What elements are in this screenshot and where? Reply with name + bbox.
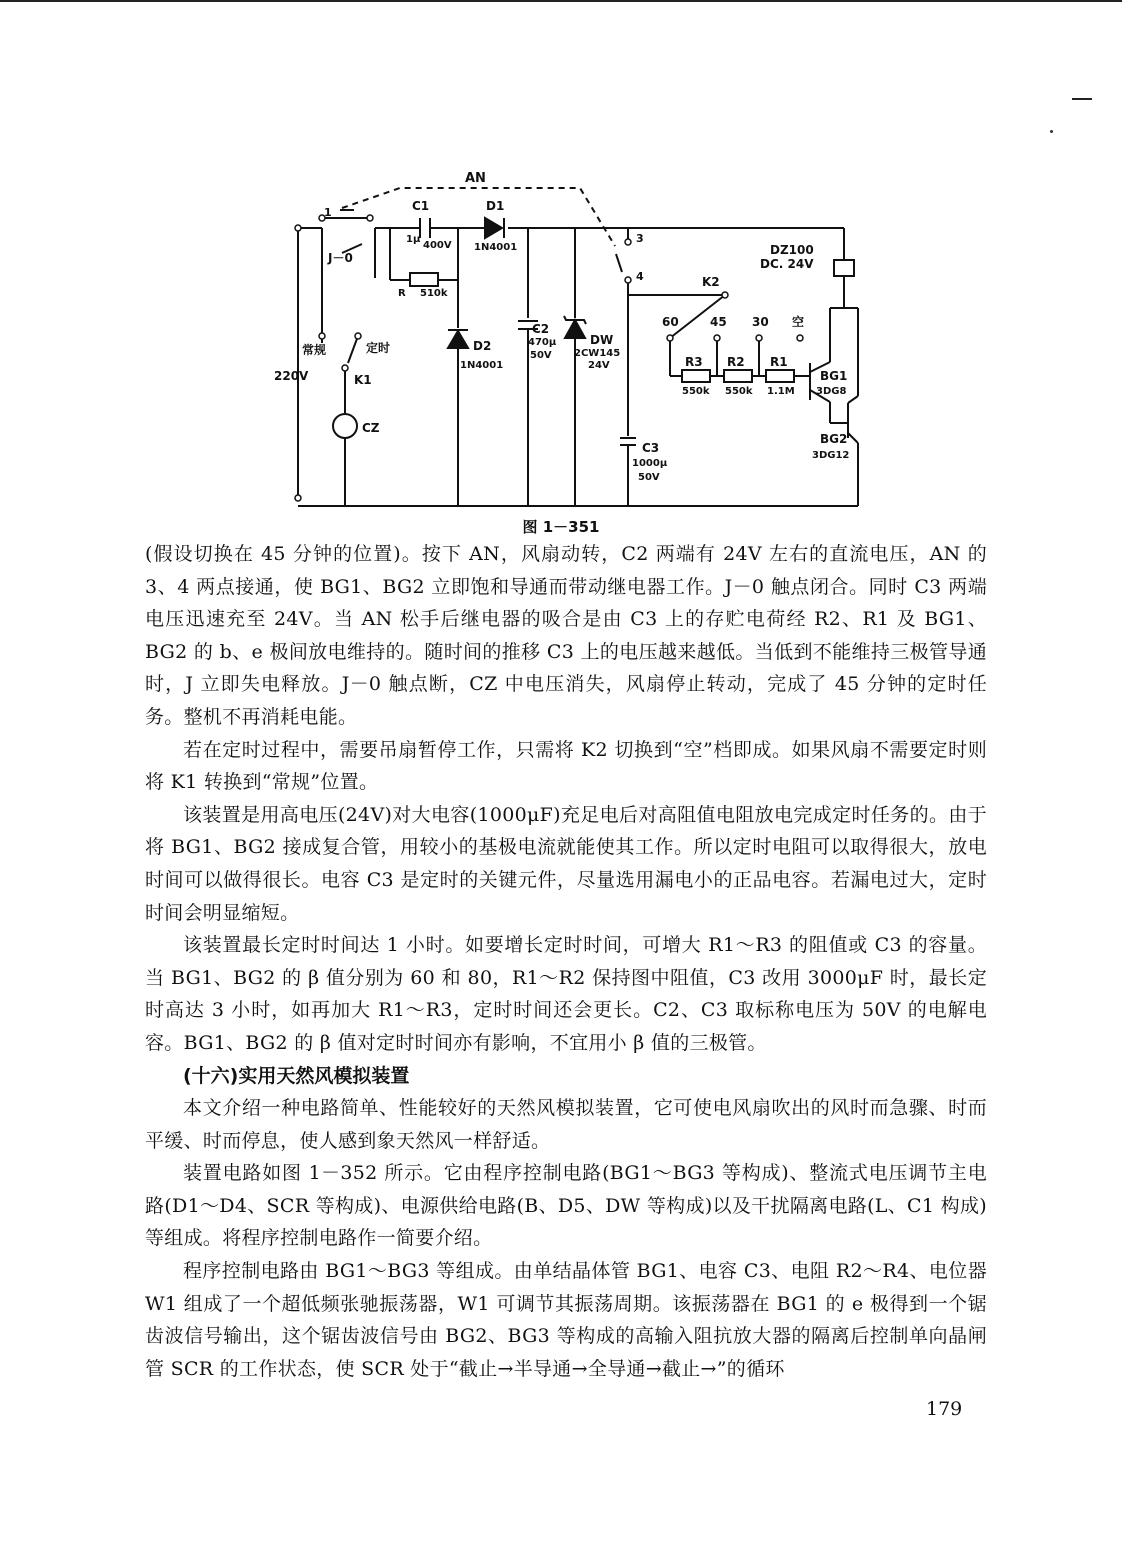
label-c3: C3 bbox=[642, 441, 660, 455]
label-bg1: BG1 bbox=[820, 369, 848, 383]
label-c2-val: 470μ bbox=[528, 337, 557, 348]
label-c3-val: 1000μ bbox=[632, 458, 668, 469]
label-timing: 定时 bbox=[366, 341, 391, 355]
section-heading: (十六)实用天然风模拟装置 bbox=[183, 1064, 410, 1087]
label-dw-type: 2CW145 bbox=[574, 348, 621, 359]
margin-dot bbox=[1050, 130, 1053, 133]
paragraph-3: 该装置是用高电压(24V)对大电容(1000μF)充足电后对高阻值电阻放电完成定时任务的。由于将 BG1、BG2 接成复合管，用较小的基极电流就能使其工作。所以定时电阻可以取得很大，放电时间可以做得很长。电容 C3 是定时的关键元件，尽量选用漏电小的正品电容。若漏电过大，定时时间会明显缩短。 bbox=[145, 803, 987, 924]
label-220v: 220V bbox=[274, 369, 309, 383]
paragraph-5: 本文介绍一种电路简单、性能较好的天然风模拟装置，它可使电风扇吹出的风时而急骤、时而平缓、时而停息，使人感到象天然风一样舒适。 bbox=[145, 1097, 987, 1152]
margin-mark bbox=[1072, 98, 1092, 100]
label-c3-volt: 50V bbox=[638, 472, 660, 483]
label-sw3: 3 bbox=[636, 232, 644, 245]
label-d1: D1 bbox=[486, 199, 505, 213]
label-an: AN bbox=[465, 171, 486, 186]
label-k2: K2 bbox=[702, 275, 720, 289]
circuit-diagram bbox=[270, 168, 870, 513]
label-normal: 常规 bbox=[302, 343, 327, 357]
label-sw1: 1 bbox=[324, 206, 332, 219]
label-c1: C1 bbox=[412, 199, 430, 213]
label-c1-volt: 400V bbox=[423, 240, 452, 251]
paragraph-4: 该装置最长定时时间达 1 小时。如要增长定时时间，可增大 R1～R3 的阻值或 C3 的容量。当 BG1、BG2 的 β 值分别为 60 和 80，R1～R2 保持图中阻值，C3 改用 3000μF 时，最长定时高达 3 小时，如再加大 R1～R3，定时时间还会更长。C2、C3 取标称电压为 50V 的电解电容。BG1、BG2 的 β 值对定时时间亦有影响，不宜用小 β 值的三极管。 bbox=[145, 934, 987, 1054]
label-d2-type: 1N4001 bbox=[460, 360, 504, 371]
top-border bbox=[0, 0, 1122, 2]
body-text bbox=[145, 538, 987, 1385]
label-t60: 60 bbox=[662, 315, 679, 329]
paragraph-6: 装置电路如图 1－352 所示。它由程序控制电路(BG1～BG3 等构成)、整流式电压调节主电路(D1～D4、SCR 等构成)、电源供给电路(B、D5、DW 等构成)以及干扰隔离电路(L、C1 构成)等组成。将程序控制电路作一简要介绍。 bbox=[145, 1162, 987, 1250]
label-r3: R3 bbox=[685, 355, 703, 369]
label-c2-volt: 50V bbox=[530, 350, 552, 361]
paragraph-2: 若在定时过程中，需要吊扇暂停工作，只需将 K2 切换到“空”档即成。如果风扇不需要定时则将 K1 转换到“常规”位置。 bbox=[145, 738, 987, 794]
label-r1-val: 1.1M bbox=[767, 386, 795, 397]
label-r: R bbox=[398, 288, 406, 299]
label-r-val: 510k bbox=[420, 288, 448, 299]
label-bg2: BG2 bbox=[820, 432, 848, 446]
label-dz-rating: DC. 24V bbox=[760, 257, 814, 271]
label-r2-val: 550k bbox=[725, 386, 753, 397]
label-d2: D2 bbox=[473, 339, 492, 353]
label-d1-type: 1N4001 bbox=[474, 242, 518, 253]
label-j0: J－0 bbox=[328, 251, 353, 265]
page-number: 179 bbox=[926, 1398, 963, 1420]
label-r1: R1 bbox=[770, 355, 788, 369]
label-dw: DW bbox=[590, 333, 614, 347]
label-r2: R2 bbox=[727, 355, 745, 369]
figure-caption: 图 1－351 bbox=[522, 518, 600, 536]
paragraph-7: 程序控制电路由 BG1～BG3 等组成。由单结晶体管 BG1、电容 C3、电阻 R2～R4、电位器 W1 组成了一个超低频张驰振荡器，W1 可调节其振荡周期。该振荡器在 BG1 的 e 极得到一个锯齿波信号输出，这个锯齿波信号由 BG2、BG3 等构成的高输入阻抗放大器的隔离后控制单向晶闸管 SCR 的工作状态，使 SCR 处于“截止→半导通→全导通→截止→”的循环 bbox=[145, 1260, 987, 1380]
label-cz: CZ bbox=[362, 421, 380, 435]
label-r3-val: 550k bbox=[682, 386, 710, 397]
label-dw-volt: 24V bbox=[588, 360, 610, 371]
label-empty: 空 bbox=[792, 315, 805, 329]
label-k1: K1 bbox=[354, 373, 372, 387]
label-c1-val: 1μ bbox=[406, 234, 421, 245]
label-bg1-type: 3DG8 bbox=[816, 386, 847, 397]
label-t30: 30 bbox=[752, 315, 769, 329]
label-sw4: 4 bbox=[636, 270, 644, 283]
label-dz: DZ100 bbox=[770, 243, 814, 257]
label-bg2-type: 3DG12 bbox=[812, 450, 850, 461]
paragraph-1: (假设切换在 45 分钟的位置)。按下 AN，风扇动转，C2 两端有 24V 左右的直流电压，AN 的 3、4 两点接通，使 BG1、BG2 立即饱和导通而带动继电器工作。J－0 触点闭合。同时 C3 两端电压迅速充至 24V。当 AN 松手后继电器的吸合是由 C3 上的存贮电荷经 R2、R1 及 BG1、BG2 的 b、e 极间放电维持的。随时间的推移 C3 上的电压越来越低。当低到不能维持三极管导通时，J 立即失电释放。J－0 触点断，CZ 中电压消失，风扇停止转动，完成了 45 分钟的定时任务。整机不再消耗电能。 bbox=[145, 543, 987, 728]
label-t45: 45 bbox=[710, 315, 727, 329]
label-c2: C2 bbox=[532, 322, 550, 336]
